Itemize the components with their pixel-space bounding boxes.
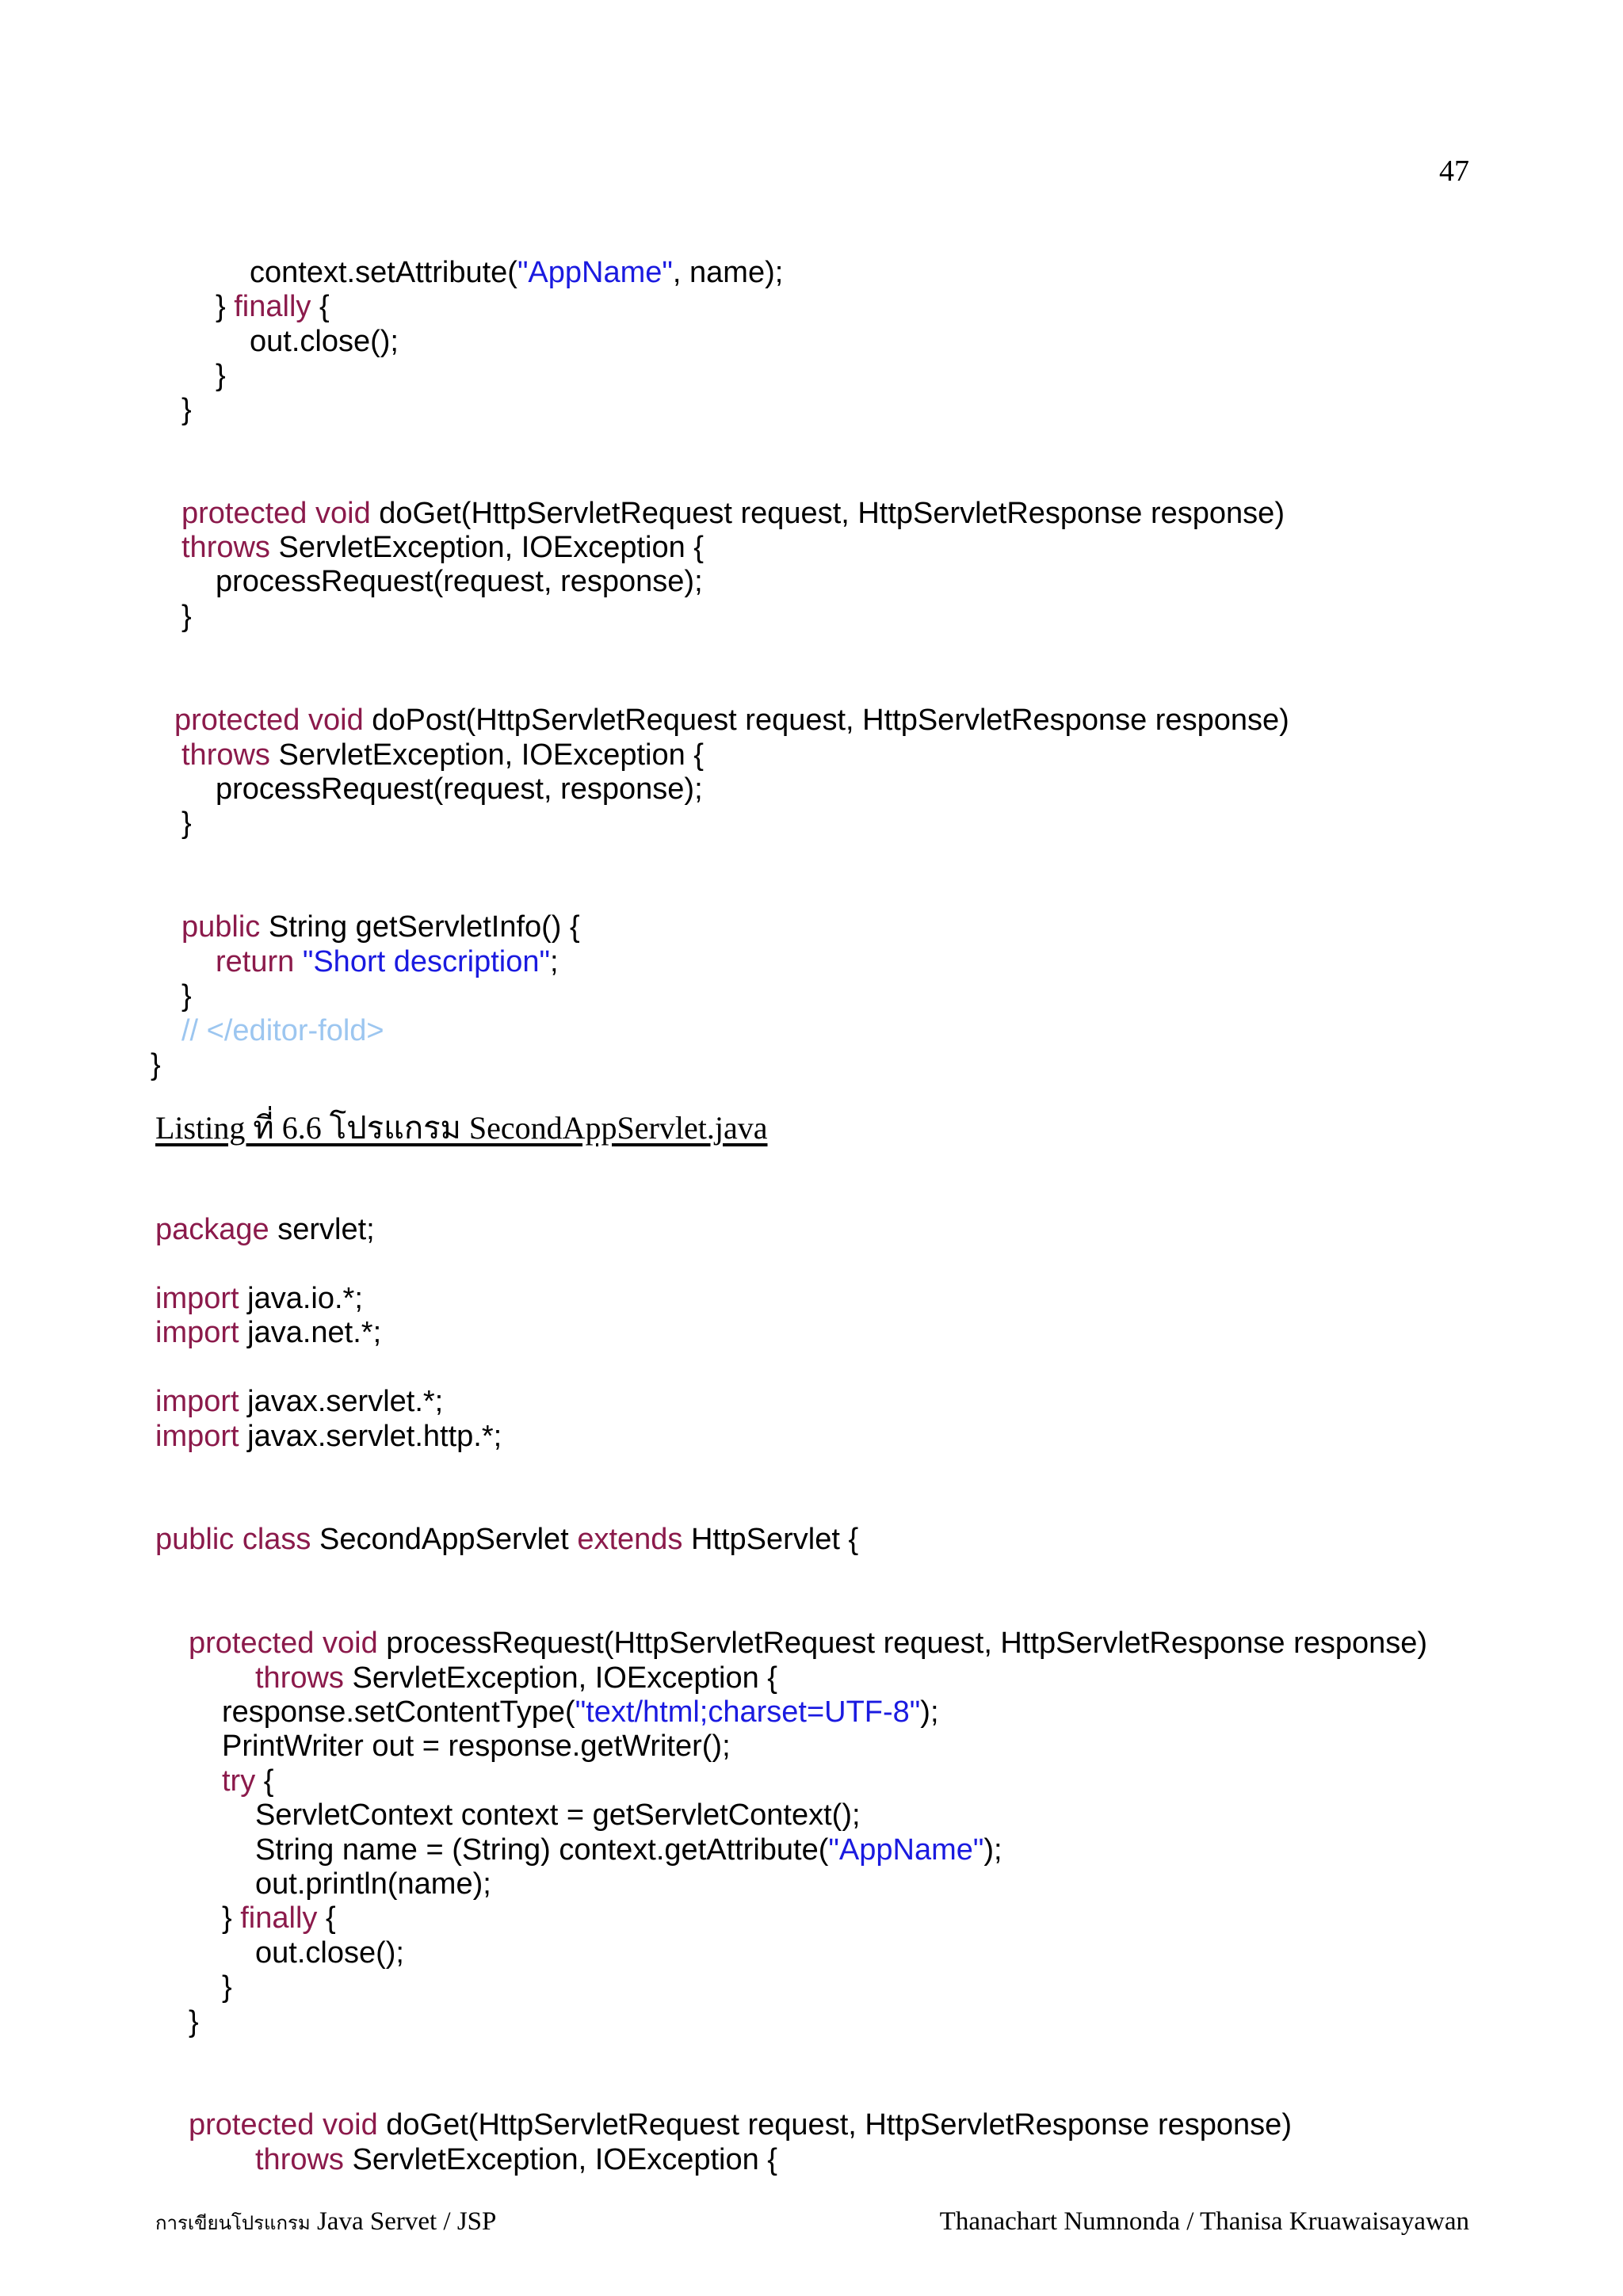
code-keyword: finally [234, 290, 311, 323]
code-line [181, 806, 192, 841]
code-string: "AppName" [517, 256, 673, 289]
code-text: processRequest(request, response); [216, 772, 703, 806]
footer-authors: Thanachart Numnonda / Thanisa Kruawaisayawan [939, 2207, 1469, 2236]
code-string: "Short description" [302, 945, 550, 978]
code-line [189, 2107, 1292, 2142]
code-line [222, 1729, 731, 1764]
code-text: ServletException, IOException { [343, 2143, 777, 2176]
code-line [181, 910, 580, 944]
code-line [181, 530, 704, 565]
code-text: java.io.*; [239, 1282, 363, 1315]
code-line [216, 358, 226, 393]
code-text: SecondAppServlet [311, 1523, 578, 1556]
code-keyword: try [222, 1764, 256, 1798]
code-line [255, 1833, 1002, 1867]
code-keyword: import [155, 1420, 239, 1453]
code-line [255, 1798, 861, 1833]
code-line [216, 772, 703, 807]
code-line [155, 1212, 375, 1247]
code-string: "text/html;charset=UTF-8" [575, 1695, 921, 1729]
code-text: HttpServlet { [682, 1523, 859, 1556]
code-line [255, 1936, 404, 1970]
code-keyword: public [181, 910, 261, 944]
code-text: String getServletInfo() { [260, 910, 580, 944]
code-string: "AppName" [828, 1833, 984, 1867]
code-keyword: extends [577, 1523, 683, 1556]
code-text: java.net.*; [239, 1316, 382, 1349]
code-line [174, 703, 1289, 738]
code-line [181, 738, 704, 772]
code-text: } [222, 1901, 241, 1935]
code-line [216, 564, 703, 599]
footer-book-title-thai: การเขียนโปรแกรม [155, 2214, 311, 2234]
code-text: doPost(HttpServletRequest request, HttpServletResponse response) [363, 704, 1289, 737]
code-keyword: finally [240, 1901, 318, 1935]
code-text: ); [920, 1695, 939, 1729]
code-line [181, 978, 192, 1013]
code-keyword: throws [255, 2143, 344, 2176]
code-text: out.close(); [255, 1936, 404, 1970]
code-text: context.setAttribute( [250, 256, 517, 289]
code-text: ServletException, IOException { [269, 738, 704, 772]
code-text: out.close(); [250, 325, 399, 358]
code-line [250, 255, 783, 290]
code-text: { [255, 1764, 274, 1798]
code-line [155, 1281, 363, 1316]
code-text: doGet(HttpServletRequest request, HttpServletResponse response) [377, 2108, 1292, 2142]
page-number: 47 [1439, 154, 1469, 188]
code-text: response.setContentType( [222, 1695, 575, 1729]
code-text: ServletContext context = getServletContext(); [255, 1798, 861, 1832]
code-keyword: return [216, 945, 295, 978]
code-keyword: protected void [181, 497, 371, 530]
code-comment: // </editor-fold> [181, 1014, 384, 1047]
code-line [222, 1901, 336, 1936]
code-keyword: protected void [174, 704, 364, 737]
footer-book-title [155, 2207, 496, 2238]
code-line [255, 1867, 491, 1901]
code-line [222, 1764, 273, 1798]
code-line [151, 1047, 161, 1082]
code-line [255, 2142, 777, 2177]
code-keyword: protected void [189, 2108, 378, 2142]
code-text [294, 945, 303, 978]
code-text: } [222, 1970, 232, 2004]
code-text: doGet(HttpServletRequest request, HttpServletResponse response) [370, 497, 1285, 530]
code-line [181, 599, 192, 634]
code-text: processRequest(request, response); [216, 565, 703, 598]
code-keyword: public class [155, 1523, 311, 1556]
code-text: } [181, 807, 192, 840]
code-keyword: throws [181, 531, 270, 564]
code-text: ); [983, 1833, 1002, 1867]
code-line [181, 496, 1285, 531]
code-line [155, 1522, 858, 1557]
code-text: } [181, 979, 192, 1013]
code-keyword: import [155, 1282, 239, 1315]
code-text: ; [549, 945, 559, 978]
code-text: String name = (String) context.getAttribute( [255, 1833, 829, 1867]
code-text: { [311, 290, 330, 323]
code-text: PrintWriter out = response.getWriter(); [222, 1730, 731, 1763]
code-text: ServletException, IOException { [269, 531, 704, 564]
code-line [181, 1013, 384, 1048]
code-text: ServletException, IOException { [343, 1661, 777, 1695]
code-keyword: import [155, 1316, 239, 1349]
code-keyword: protected void [189, 1627, 378, 1660]
code-text: } [189, 2005, 199, 2039]
code-text: } [216, 290, 235, 323]
code-keyword: throws [181, 738, 270, 772]
code-line [255, 1661, 777, 1695]
code-keyword: import [155, 1385, 239, 1418]
code-keyword: package [155, 1213, 269, 1246]
code-line [216, 289, 330, 324]
footer-book-title-english: Java Servet / JSP [310, 2207, 497, 2236]
code-line [222, 1970, 232, 2004]
code-text: javax.servlet.http.*; [239, 1420, 502, 1453]
code-text: processRequest(HttpServletRequest request, HttpServletResponse response) [377, 1627, 1428, 1660]
code-line [155, 1384, 443, 1419]
code-text: } [181, 393, 192, 426]
code-line [250, 324, 399, 359]
code-text: , name); [672, 256, 784, 289]
code-line [155, 1419, 502, 1454]
code-text: servlet; [269, 1213, 375, 1246]
code-text: out.println(name); [255, 1867, 491, 1901]
code-line [222, 1695, 939, 1730]
code-line [155, 1315, 381, 1350]
code-text: { [317, 1901, 336, 1935]
code-line [189, 2004, 199, 2039]
code-text: } [151, 1048, 161, 1081]
code-text: } [216, 359, 226, 392]
code-line [181, 392, 192, 427]
code-line [189, 1626, 1427, 1661]
code-line [216, 944, 559, 979]
code-text: } [181, 600, 192, 633]
code-keyword: throws [255, 1661, 344, 1695]
code-text: javax.servlet.*; [239, 1385, 444, 1418]
listing-caption: Listing ที่ 6.6 โปรแกรม SecondAppServlet.java [155, 1110, 768, 1146]
